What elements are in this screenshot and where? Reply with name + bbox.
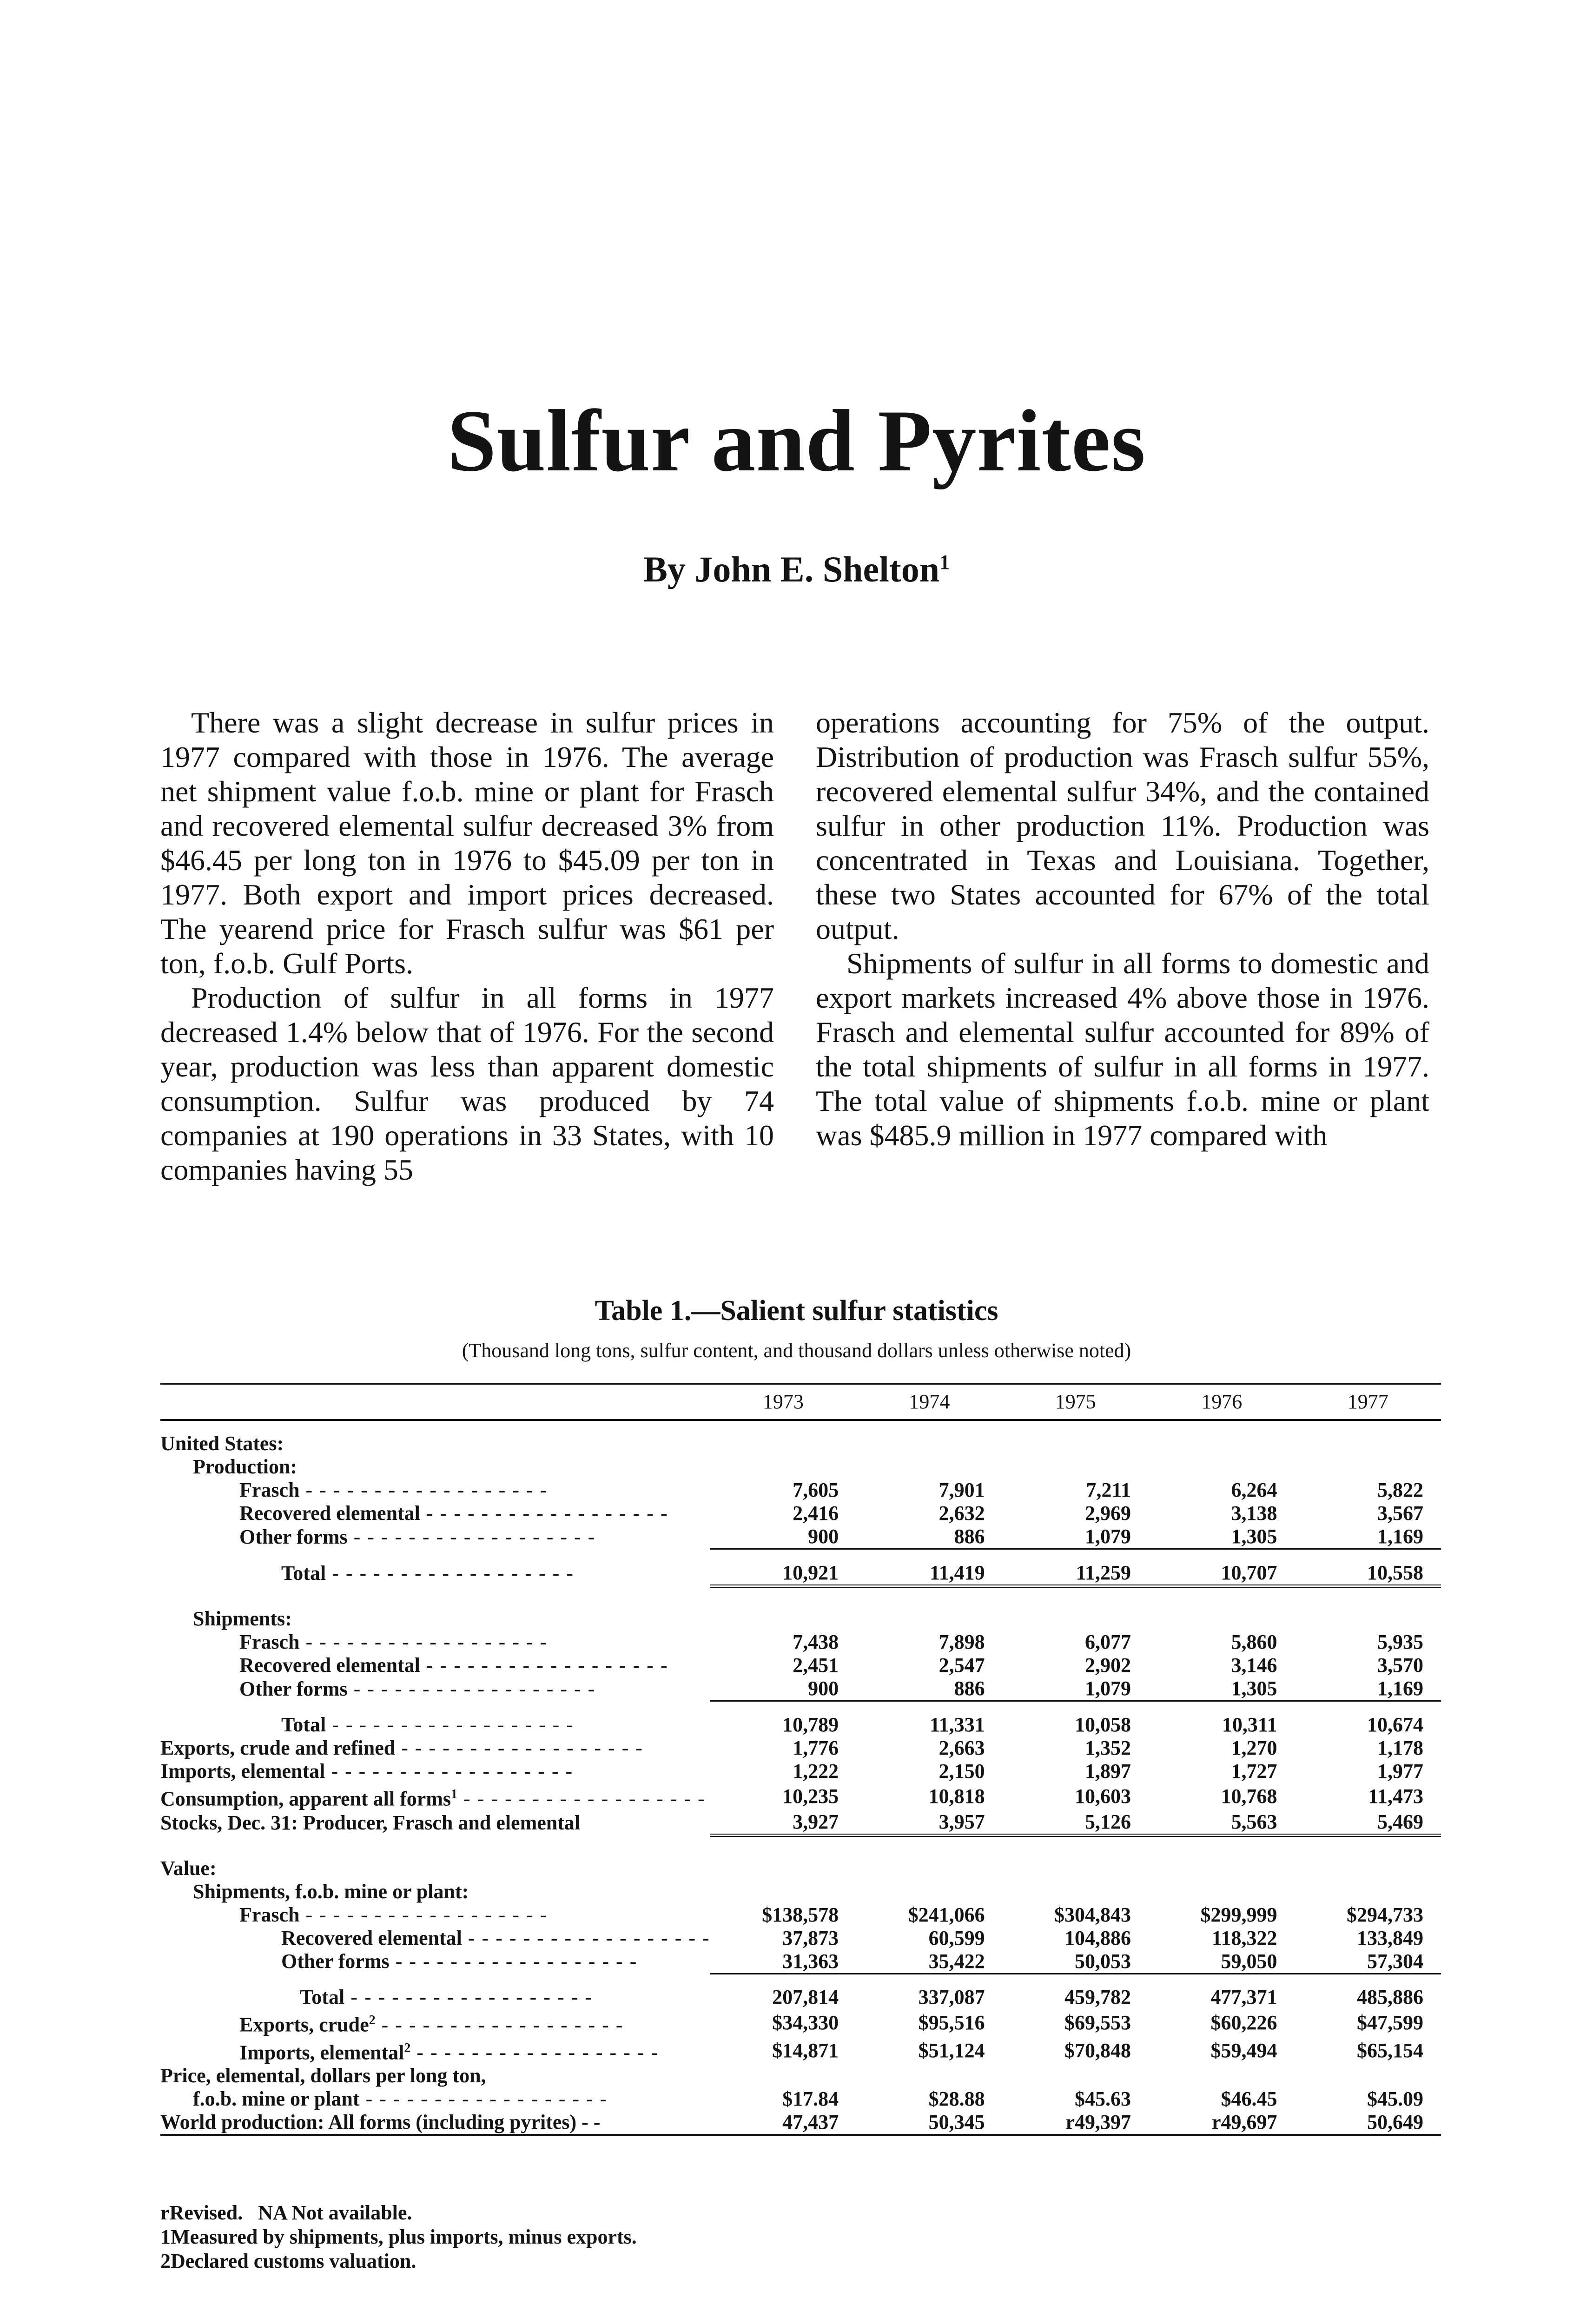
section-heading: Shipments: (193, 1607, 292, 1630)
paragraph: Shipments of sulfur in all forms to domestic and export markets increased 4% above those in 1976. Frasch and elemental sulfur accounted for 89% of the total shipments of sulfur in all forms in 1977. The total value of shipments f.o.b. mine or plant was $485.9 million in 1977 compared with (816, 947, 1429, 1152)
year-header: 1977 (1295, 1384, 1441, 1420)
table-row: Imports, elemental - - - 1,222 2,150 1,897 1,727 1,977 (160, 1760, 1441, 1783)
total-row: Total - - - 10,921 11,419 11,259 10,707 10,558 (160, 1561, 1441, 1586)
paragraph: Production of sulfur in all forms in 1977 decreased 1.4% below that of 1976. For the second year, production was less than apparent domestic consumption. Sulfur was produced by 74 companies at 190 operations in 33 States, with 10 companies having 55 (160, 981, 774, 1186)
byline-footnote-marker: 1 (939, 551, 950, 574)
table-row: Exports, crude and refined - - - 1,776 2,663 1,352 1,270 1,178 (160, 1736, 1441, 1760)
table-footnotes (160, 2201, 1090, 2273)
table-row: World production: All forms (including pyrites) - - 47,437 50,345 r49,397 r49,697 50,649 (160, 2111, 1441, 2135)
page-title: Sulfur and Pyrites (447, 392, 1146, 490)
author-name: By John E. Shelton (643, 549, 940, 589)
table-row: Stocks, Dec. 31: Producer, Frasch and elemental 3,927 3,957 5,126 5,563 5,469 (160, 1810, 1441, 1835)
body-column-right (816, 706, 1429, 1153)
year-header: 1973 (710, 1384, 856, 1420)
footnote: rRevised. NA Not available. (160, 2201, 412, 2224)
table-row: Frasch - - - 7,605 7,901 7,211 6,264 5,822 (160, 1479, 1441, 1502)
footnote: 2Declared customs valuation. (160, 2250, 416, 2272)
table-row: Recovered elemental - - - 2,416 2,632 2,969 3,138 3,567 (160, 1502, 1441, 1525)
section-heading: United States: (160, 1432, 284, 1455)
table-row: Frasch - - - $138,578 $241,066 $304,843 $299,999 $294,733 (160, 1903, 1441, 1927)
footnote-marker: 2 (369, 2013, 376, 2028)
section-heading: Price, elemental, dollars per long ton, (160, 2064, 486, 2087)
total-row: Total - - - 10,789 11,331 10,058 10,311 10,674 (160, 1713, 1441, 1736)
paragraph: There was a slight decrease in sulfur prices in 1977 compared with those in 1976. The average net shipment value f.o.b. mine or plant for Frasch and recovered elemental sulfur decreased 3% from $46.45 per long ton in 1976 to $45.09 per ton in 1977. Both export and import prices decreased. The yearend price for Frasch sulfur was $61 per ton, f.o.b. Gulf Ports. (160, 706, 774, 980)
table-row: Recovered elemental - - - 2,451 2,547 2,902 3,146 3,570 (160, 1654, 1441, 1677)
total-row: Total - - - 207,814 337,087 459,782 477,371 485,886 (160, 1986, 1441, 2009)
table-row: f.o.b. mine or plant - - - $17.84 $28.88 $45.63 $46.45 $45.09 (160, 2087, 1441, 2111)
salient-statistics-table (160, 1383, 1441, 2136)
body-column-left (160, 706, 774, 1187)
table-row: Frasch - - - 7,438 7,898 6,077 5,860 5,935 (160, 1631, 1441, 1654)
table-row: Other forms - - - 31,363 35,422 50,053 59,050 57,304 (160, 1950, 1441, 1974)
table-row: Imports, elemental$^2$ - - - $14,871 $51,124 $70,848 $59,494 $65,154 (160, 2037, 1441, 2065)
table-row: Recovered elemental - - - 37,873 60,599 104,886 118,322 133,849 (160, 1927, 1441, 1950)
label-column-header (160, 1384, 710, 1420)
section-heading: Shipments, f.o.b. mine or plant: (193, 1880, 469, 1903)
section-heading: Value: (160, 1856, 217, 1880)
year-header: 1976 (1149, 1384, 1295, 1420)
table-header-row (160, 1384, 1441, 1420)
table-row: Other forms - - - 900 886 1,079 1,305 1,169 (160, 1677, 1441, 1701)
table-row: Consumption, apparent all forms$^1$ - - - 10,235 10,818 10,603 10,768 11,473 (160, 1783, 1441, 1811)
table-subtitle: (Thousand long tons, sulfur content, and thousand dollars unless otherwise noted) (462, 1339, 1131, 1362)
section-heading: Production: (193, 1455, 297, 1478)
table-title: Table 1.—Salient sulfur statistics (595, 1295, 998, 1327)
footnote-marker: 2 (404, 2040, 411, 2055)
year-header: 1975 (1003, 1384, 1149, 1420)
paragraph: operations accounting for 75% of the output. Distribution of production was Frasch sulfur 55%, recovered elemental sulfur 34%, and the contained sulfur in other production 11%. Production was concentrated in Texas and Louisiana. Together, these two States accounted for 67% of the total output. (816, 706, 1429, 945)
footnote: 1Measured by shipments, plus imports, minus exports. (160, 2225, 637, 2248)
table-row: Other forms - - - 900 886 1,079 1,305 1,169 (160, 1525, 1441, 1549)
year-header: 1974 (856, 1384, 1002, 1420)
byline (0, 548, 1593, 590)
footnote-marker: 1 (451, 1787, 458, 1802)
table-row: Exports, crude$^2$ - - - $34,330 $95,516 $69,553 $60,226 $47,599 (160, 2009, 1441, 2037)
